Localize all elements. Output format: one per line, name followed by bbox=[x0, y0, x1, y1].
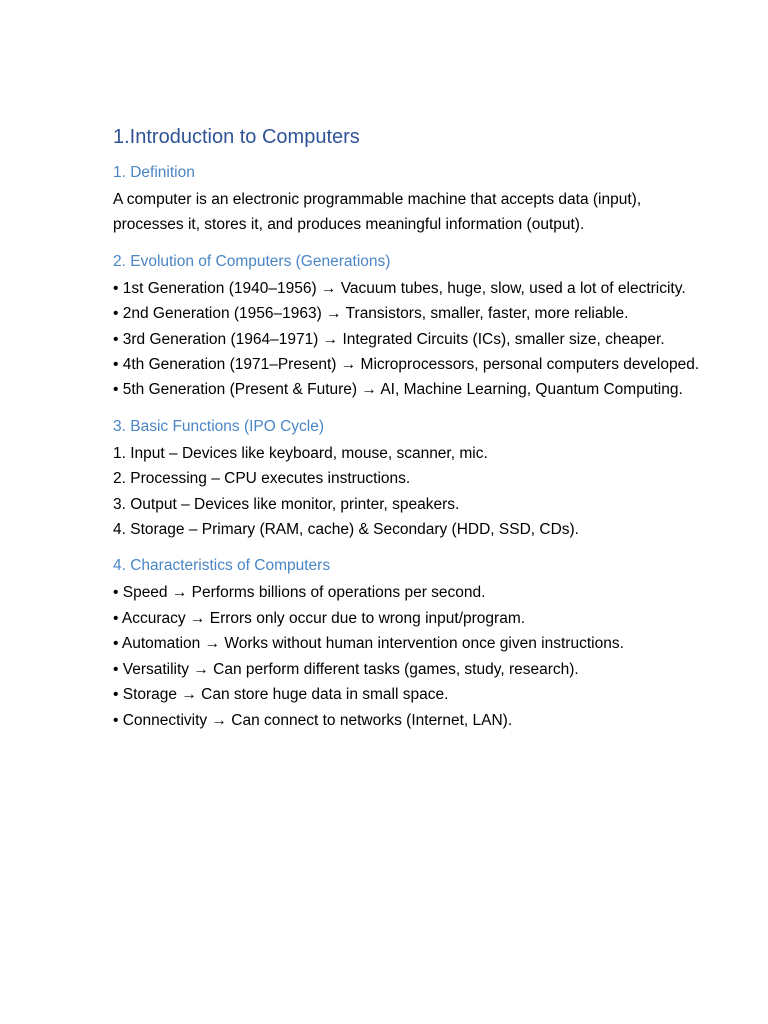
section-definition bbox=[113, 162, 713, 238]
section-heading: 1. Definition bbox=[113, 164, 195, 181]
section-heading: 2. Evolution of Computers (Generations) bbox=[113, 252, 391, 270]
list-item: • 3rd Generation (1964–1971) → Integrated Circuits (ICs), smaller size, cheaper. bbox=[113, 330, 665, 348]
document-title: 1.Introduction to Computers bbox=[113, 126, 360, 148]
list-item: • Accuracy → Errors only occur due to wrong input/program. bbox=[113, 609, 526, 627]
list-item: 4. Storage – Primary (RAM, cache) & Secondary (HDD, SSD, CDs). bbox=[113, 521, 579, 539]
paragraph: A computer is an electronic programmable machine that accepts data (input), processes it, stores it, and produces meaningful information (output). bbox=[113, 191, 642, 234]
list-item: • 5th Generation (Present & Future) → AI, Machine Learning, Quantum Computing. bbox=[113, 381, 683, 399]
list-item: 3. Output – Devices like monitor, printer, speakers. bbox=[113, 495, 460, 513]
bullet-list bbox=[113, 580, 713, 732]
section-basic-functions bbox=[113, 416, 713, 543]
section-characteristics bbox=[113, 555, 713, 732]
bullet-list bbox=[113, 276, 713, 403]
numbered-list bbox=[113, 441, 713, 543]
list-item: • 1st Generation (1940–1956) → Vacuum tubes, huge, slow, used a lot of electricity. bbox=[113, 279, 686, 297]
list-item: • Connectivity → Can connect to networks (Internet, LAN). bbox=[113, 711, 513, 729]
list-item: 2. Processing – CPU executes instructions. bbox=[113, 470, 411, 488]
list-item: • Storage → Can store huge data in small space. bbox=[113, 686, 449, 704]
list-item: • 2nd Generation (1956–1963) → Transistors, smaller, faster, more reliable. bbox=[113, 305, 629, 323]
section-evolution bbox=[113, 251, 713, 403]
list-item: • Automation → Works without human intervention once given instructions. bbox=[113, 635, 624, 653]
document-page bbox=[113, 120, 713, 746]
list-item: • Versatility → Can perform different tasks (games, study, research). bbox=[113, 660, 579, 678]
section-heading: 4. Characteristics of Computers bbox=[113, 557, 331, 575]
list-item: 1. Input – Devices like keyboard, mouse, scanner, mic. bbox=[113, 444, 488, 462]
list-item: • Speed → Performs billions of operations per second. bbox=[113, 584, 486, 602]
list-item: • 4th Generation (1971–Present) → Microprocessors, personal computers developed. bbox=[113, 356, 700, 374]
section-heading: 3. Basic Functions (IPO Cycle) bbox=[113, 417, 325, 435]
